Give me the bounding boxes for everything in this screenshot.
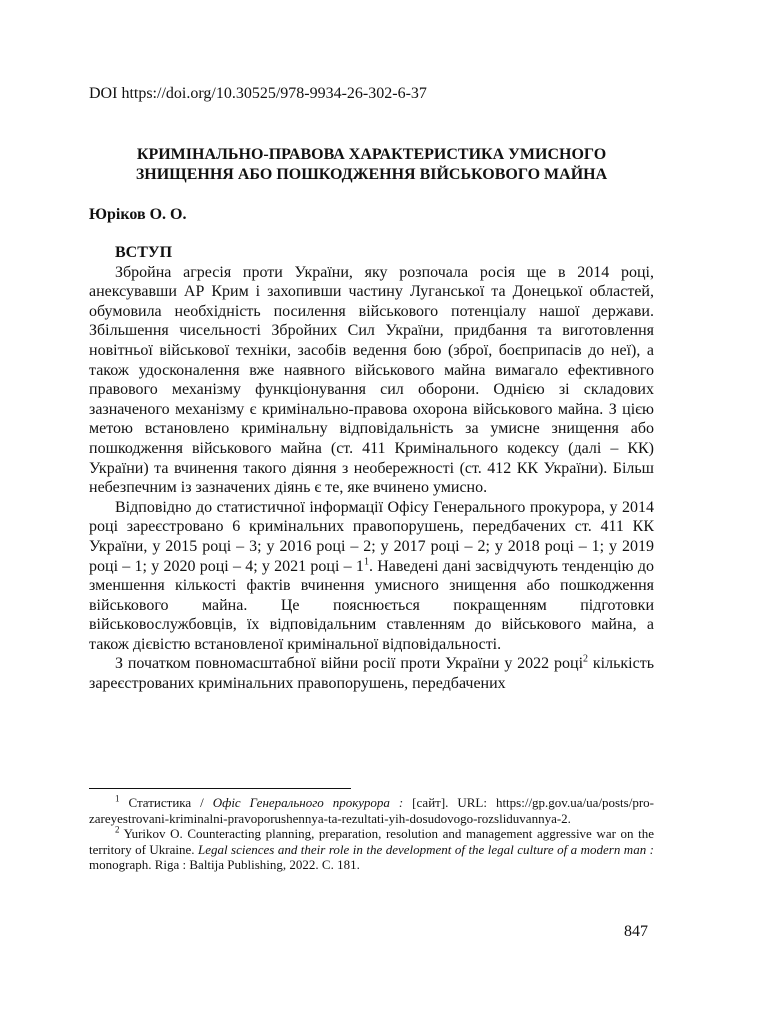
footnote-2-text-a: Yurikov O. Counteracting planning, preparation, resolution and management aggressive war on the territory of Ukraine.	[89, 826, 654, 857]
footnote-2-text-b: monograph. Riga : Baltija Publishing, 2022. С. 181.	[89, 857, 360, 873]
footnote-1-text-a: Статистика /	[119, 795, 213, 810]
paragraph-3-text: З початком повномасштабної війни росії проти України у 2022 році	[115, 655, 584, 673]
paragraph-1	[89, 263, 654, 498]
doi-line: DOI https://doi.org/10.30525/978-9934-26-302-6-37	[89, 85, 427, 102]
paragraph-2	[89, 498, 654, 655]
footnote-ref-2[interactable]: 2	[583, 654, 589, 666]
footnote-1-text-b: [сайт]. URL: https://gp.gov.ua/ua/posts/pro-zareyestrovani-kriminalni-pravoporushennya-ta-rezultati-yih-dosudovogo-rozsliduvannya-2.	[89, 795, 654, 826]
footnote-2	[89, 826, 654, 873]
title-line-2: ЗНИЩЕННЯ АБО ПОШКОДЖЕННЯ ВІЙСЬКОВОГО МАЙНА	[135, 166, 608, 183]
footnote-ref-1[interactable]: 1	[363, 556, 369, 568]
footnote-separator	[89, 788, 351, 789]
paragraph-3	[89, 654, 654, 693]
section-heading: ВСТУП	[115, 244, 173, 261]
footnote-2-mark: 2	[115, 824, 120, 835]
paragraph-3-tail: кількість зареєстрованих кримінальних правопорушень, передбачених	[89, 655, 655, 693]
paragraph-2-tail: . Наведені дані засвідчують тенденцію до зменшення кількості фактів вчинення умисного знищення або пошкодження військового майна. Це пояснюється покращенням підготовки військовослужбовців, їх відповідальним ставленням до військового майна, а також дієвістю встановленої кримінальної відповідальності.	[89, 557, 655, 653]
paragraph-2-text: Відповідно до статистичної інформації Офісу Генерального прокурора, у 2014 році зареєстровано 6 кримінальних правопорушень, передбачених ст. 411 КК України, у 2015 році – 3; у 2016 році – 2; у 2017 році – 2; у 2018 році – 1; у 2019 році – 1; у 2020 році – 4; у 2021 році – 1	[89, 498, 654, 575]
footnote-2-italic: Legal sciences and their role in the development of the legal culture of a modern man :	[197, 841, 655, 857]
paragraph-1-text: Збройна агресія проти України, яку розпочала росія ще в 2014 році, анексувавши АР Крим і захопивши частину Луганської та Донецької областей, обумовила необхідність посилення військового потенціалу нашої держави. Збільшення чисельності Збройних Сил України, придбання та виготовлення новітньої військової техніки, засобів ведення бою (зброї, боєприпасів до неї), а також удосконалення вже наявного військового майна вимагало ефективного правового механізму функціонування сил оборони. Однією зі складових зазначеного механізму є кримінально-правова охорона військового майна. З цією метою встановлено кримінальну відповідальність за умисне знищення або пошкодження військового майна (ст. 411 Кримінального кодексу (далі – КК) України) та вчинення такого діяння з необережності (ст. 412 КК України). Більш небезпечним із зазначених діянь є те, яке вчинено умисно.	[89, 263, 654, 497]
footnotes	[89, 795, 654, 873]
author-name: Юріков О. О.	[89, 206, 187, 223]
title-line-1: КРИМІНАЛЬНО-ПРАВОВА ХАРАКТЕРИСТИКА УМИСНОГО	[136, 146, 607, 163]
article-title	[89, 145, 654, 185]
footnote-1-mark: 1	[115, 793, 120, 804]
page-number: 847	[624, 923, 648, 940]
footnote-1-italic: Офіс Генерального прокурора :	[212, 795, 404, 810]
footnote-1	[89, 795, 654, 826]
article-body	[89, 243, 654, 694]
